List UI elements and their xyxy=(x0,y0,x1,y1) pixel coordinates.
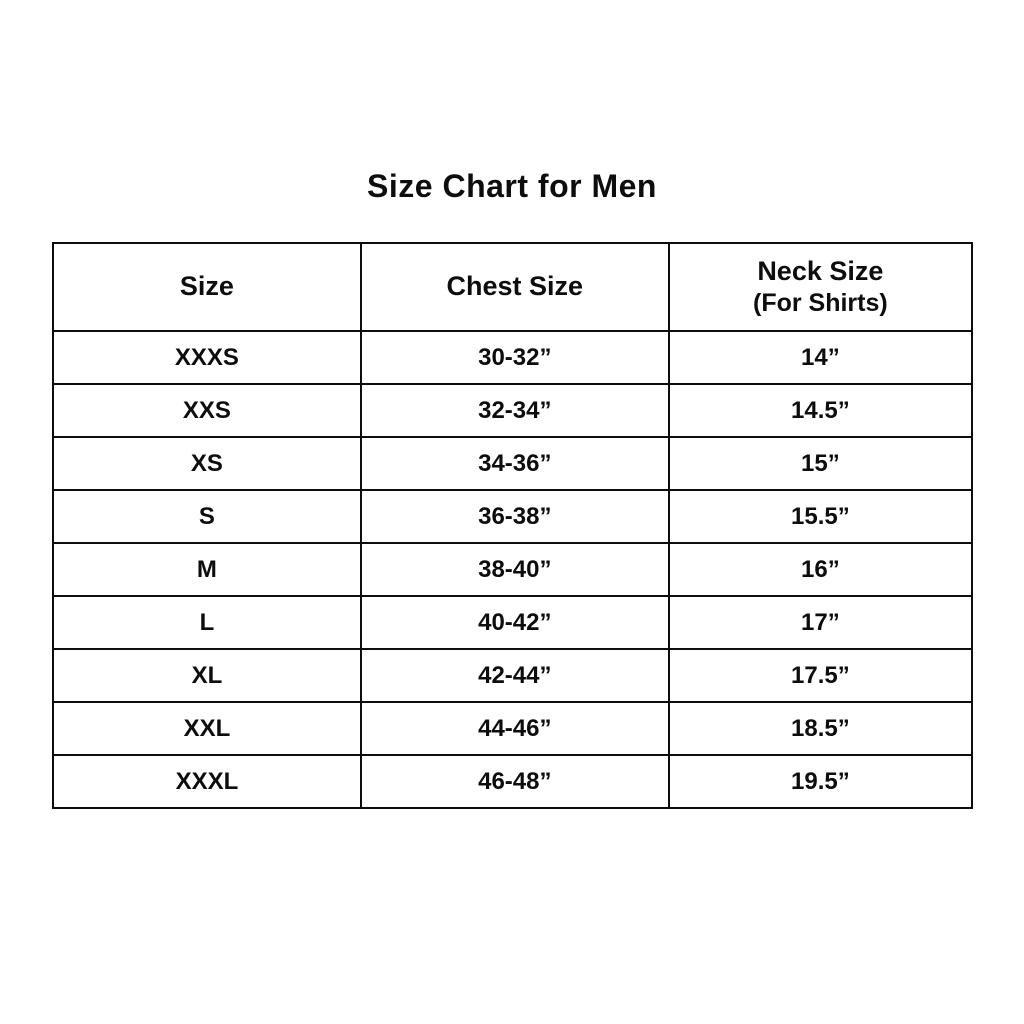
chest-cell: 42-44” xyxy=(361,649,669,702)
size-cell: L xyxy=(53,596,361,649)
neck-cell: 17” xyxy=(669,596,972,649)
chest-cell: 36-38” xyxy=(361,490,669,543)
chest-cell: 34-36” xyxy=(361,437,669,490)
size-chart-table xyxy=(52,242,973,809)
neck-cell: 14.5” xyxy=(669,384,972,437)
table-row xyxy=(53,543,972,596)
header-neck-size-line2: (For Shirts) xyxy=(753,289,888,318)
neck-cell: 14” xyxy=(669,331,972,384)
neck-cell: 18.5” xyxy=(669,702,972,755)
neck-cell: 17.5” xyxy=(669,649,972,702)
table-row xyxy=(53,331,972,384)
header-neck-size xyxy=(669,243,972,331)
chest-cell: 32-34” xyxy=(361,384,669,437)
size-cell: XL xyxy=(53,649,361,702)
chest-cell: 30-32” xyxy=(361,331,669,384)
header-chest-size: Chest Size xyxy=(361,243,669,331)
chest-cell: 40-42” xyxy=(361,596,669,649)
chest-cell: 38-40” xyxy=(361,543,669,596)
header-row xyxy=(53,243,972,331)
neck-cell: 15” xyxy=(669,437,972,490)
table-row xyxy=(53,755,972,808)
table-row xyxy=(53,649,972,702)
size-cell: XXXL xyxy=(53,755,361,808)
chest-cell: 44-46” xyxy=(361,702,669,755)
size-cell: XS xyxy=(53,437,361,490)
size-cell: M xyxy=(53,543,361,596)
chest-cell: 46-48” xyxy=(361,755,669,808)
neck-cell: 16” xyxy=(669,543,972,596)
table-row xyxy=(53,702,972,755)
table-row xyxy=(53,437,972,490)
size-cell: S xyxy=(53,490,361,543)
header-size: Size xyxy=(53,243,361,331)
neck-cell: 15.5” xyxy=(669,490,972,543)
table-row xyxy=(53,596,972,649)
table-row xyxy=(53,490,972,543)
table-row xyxy=(53,384,972,437)
size-cell: XXXS xyxy=(53,331,361,384)
neck-cell: 19.5” xyxy=(669,755,972,808)
header-neck-size-line1: Neck Size xyxy=(757,255,884,286)
size-cell: XXL xyxy=(53,702,361,755)
page-title: Size Chart for Men xyxy=(367,168,657,204)
size-cell: XXS xyxy=(53,384,361,437)
